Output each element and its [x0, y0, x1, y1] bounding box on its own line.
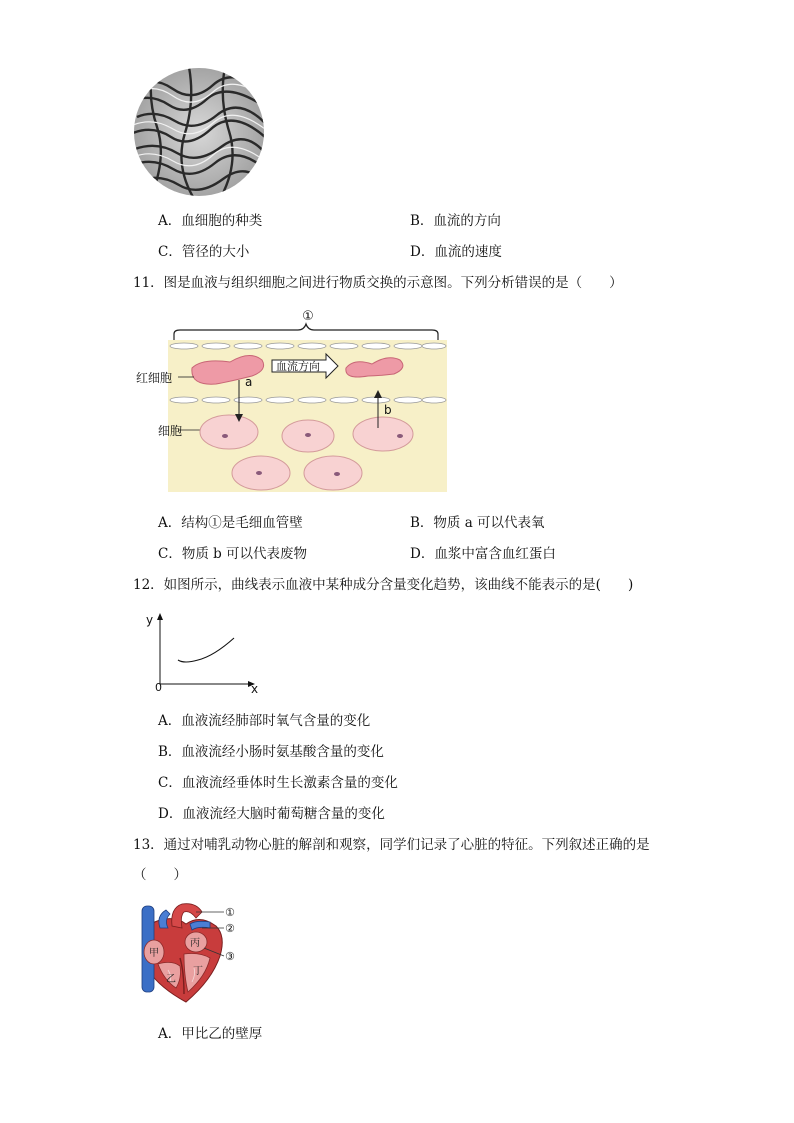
arrow-a-label: a [245, 375, 253, 389]
tissue-cell-5 [304, 456, 362, 490]
label-2: ② [225, 922, 235, 935]
q12-option-c[interactable]: C．血液流经垂体时生长激素含量的变化 [158, 775, 398, 791]
label-ding: 丁 [193, 966, 203, 977]
label-yi: 乙 [166, 974, 176, 985]
q13-stem-bracket: （ ） [133, 867, 187, 883]
trend-graph [144, 610, 266, 698]
cell-label: 细胞 [158, 424, 183, 438]
q13-stem: 13．通过对哺乳动物心脏的解剖和观察，同学们记录了心脏的特征。下列叙述正确的是 [133, 837, 650, 853]
q12-stem: 12．如图所示，曲线表示血液中某种成分含量变化趋势，该曲线不能表示的是( ) [133, 577, 634, 593]
rbc-label: 红细胞 [136, 371, 173, 385]
label-bing: 丙 [190, 938, 200, 949]
capillary-wall-bottom [170, 397, 446, 403]
tissue-cell-3 [353, 417, 413, 451]
q10-option-a[interactable]: A．血细胞的种类 [158, 213, 263, 229]
label-3: ③ [225, 950, 235, 963]
arrow-b-label: b [384, 403, 392, 417]
q10-option-d[interactable]: D．血流的速度 [410, 244, 502, 260]
heart-diagram [130, 896, 242, 1008]
x-axis-label: x [251, 682, 259, 696]
exchange-diagram [132, 304, 452, 496]
q11-stem: 11．图是血液与组织细胞之间进行物质交换的示意图。下列分析错误的是（ ） [133, 275, 623, 291]
q12-option-b[interactable]: B．血液流经小肠时氨基酸含量的变化 [158, 744, 384, 760]
brace [174, 324, 438, 340]
q12-option-d[interactable]: D．血液流经大脑时葡萄糖含量的变化 [158, 806, 385, 822]
q10-option-b[interactable]: B．血流的方向 [410, 213, 501, 229]
origin-label: 0 [155, 681, 162, 694]
q11-option-a[interactable]: A．结构①是毛细血管壁 [158, 515, 303, 531]
label-1: ① [225, 906, 235, 919]
q13-option-a[interactable]: A．甲比乙的壁厚 [158, 1026, 263, 1042]
label-jia: 甲 [149, 948, 159, 959]
q10-option-c[interactable]: C．管径的大小 [158, 244, 250, 260]
brace-label: ① [302, 309, 314, 324]
q11-option-d[interactable]: D．血浆中富含血红蛋白 [410, 546, 556, 562]
capillary-wall-top [170, 343, 446, 349]
y-axis-label: y [146, 613, 154, 627]
q11-option-c[interactable]: C．物质 b 可以代表废物 [158, 546, 308, 562]
tissue-cell-1 [200, 415, 258, 449]
flow-direction-label: 血流方向 [276, 360, 320, 373]
q11-option-b[interactable]: B．物质 a 可以代表氧 [410, 515, 545, 531]
q12-option-a[interactable]: A．血液流经肺部时氧气含量的变化 [158, 713, 371, 729]
trend-curve [178, 638, 234, 662]
capillary-micrograph [133, 67, 265, 197]
